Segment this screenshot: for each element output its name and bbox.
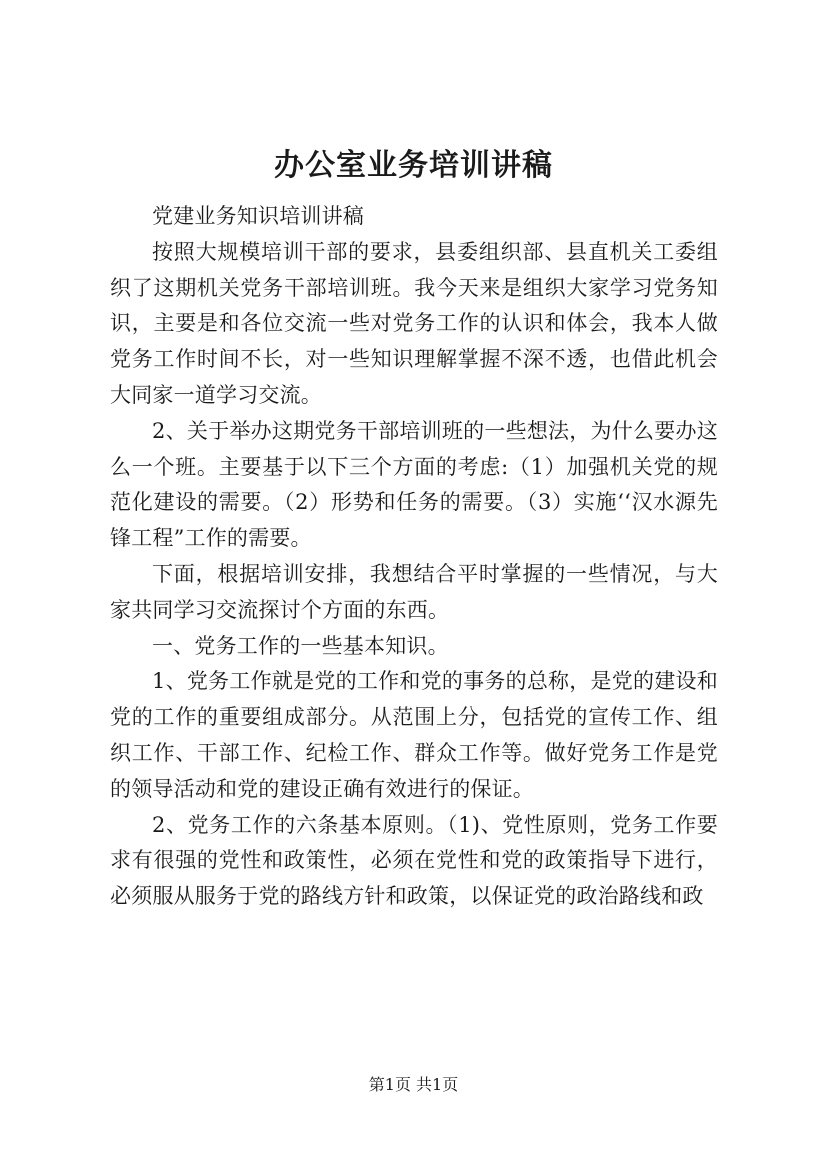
paragraph-definition: 1、党务工作就是党的工作和党的事务的总称，是党的建设和党的工作的重要组成部分。从范围上分，包括党的宣传工作、组织工作、干部工作、纪检工作、群众工作等。做好党务工作是党的领导活动和党的建设正确有效进行的保证。 — [110, 669, 718, 801]
paragraph-intro: 按照大规模培训干部的要求，县委组织部、县直机关工委组织了这期机关党务干部培训班。我今天来是组织大家学习党务知识，主要是和各位交流一些对党务工作的认识和体会，我本人做党务工作时间不长，对一些知识理解掌握不深不透，也借此机会大同家一道学习交流。 — [110, 239, 718, 407]
document-title: 办公室业务培训讲稿 — [274, 148, 553, 183]
paragraph-principles: 2、党务工作的六条基本原则。（1)、党性原则，党务工作要求有很强的党性和政策性，必须在党性和党的政策指导下进行，必须服从服务于党的路线方针和政策，以保证党的政治路线和政 — [110, 812, 718, 909]
paragraph-subtitle: 党建业务知识培训讲稿 — [152, 204, 364, 228]
page-footer: 第1页 共1页 — [368, 1075, 459, 1094]
paragraph-reasons: 2、关于举办这期党务干部培训班的一些想法，为什么要办这么一个班。主要基于以下三个方面的考虑:（1）加强机关党的规范化建设的需要。（2）形势和任务的需要。（3）实施‘‘汉水源先锋工程”工作的需要。 — [110, 418, 718, 551]
paragraph-section-heading: 一、党务工作的一些基本知识。 — [152, 633, 449, 658]
paragraph-transition: 下面，根据培训安排，我想结合平时掌握的一些情况，与大家共同学习交流探讨个方面的东西。 — [110, 561, 718, 622]
document-body — [110, 199, 718, 915]
